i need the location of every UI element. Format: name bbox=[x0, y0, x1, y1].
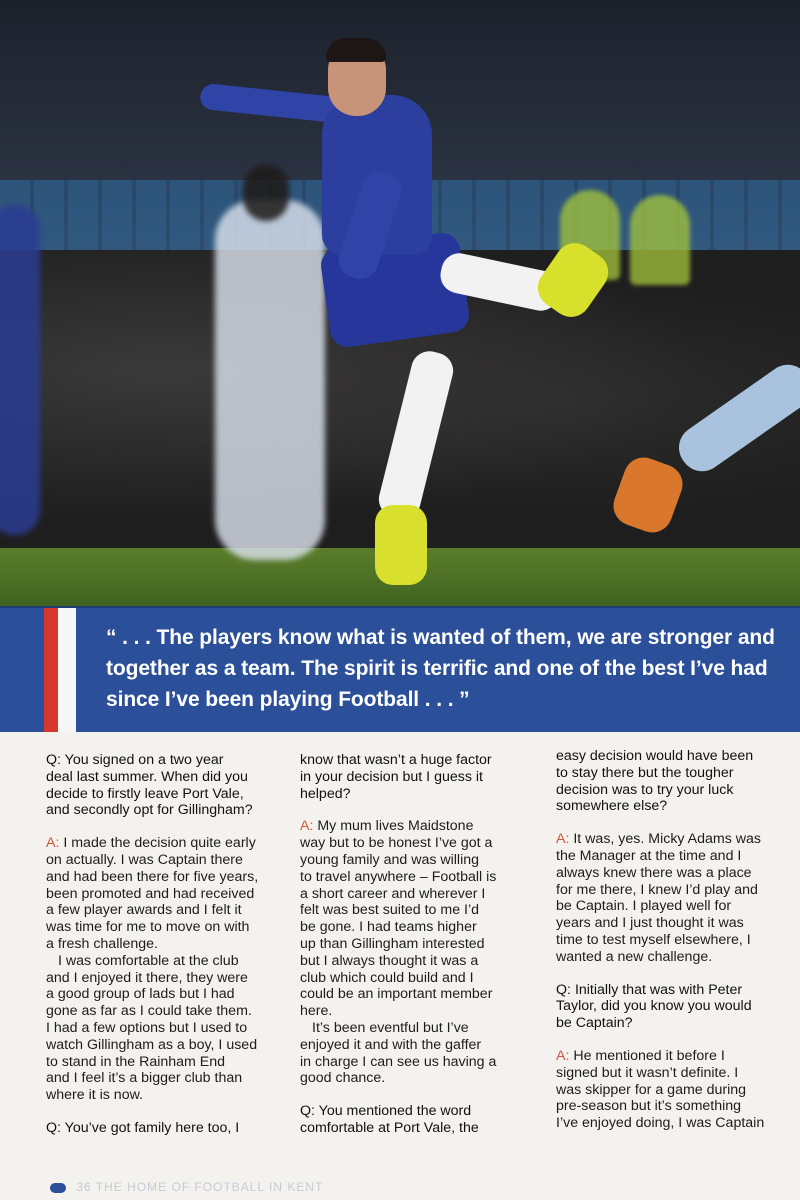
text-line: gone as far as I could take them. bbox=[46, 1003, 252, 1020]
question-label: Q: bbox=[300, 1103, 315, 1120]
banner-stripe-white bbox=[58, 608, 76, 732]
opponent-player-head bbox=[243, 165, 289, 221]
text-line: helped? bbox=[300, 785, 351, 802]
question-paragraph bbox=[300, 1103, 536, 1137]
text-line: It was, yes. Micky Adams was bbox=[573, 831, 761, 848]
text-line: up than Gillingham interested bbox=[300, 935, 485, 952]
question-label: Q: bbox=[46, 752, 61, 768]
pull-quote-line: since I’ve been playing Football . . . ” bbox=[106, 688, 470, 711]
text-line: I had a few options but I used to bbox=[46, 1019, 248, 1036]
text-line: Taylor, did you know you would bbox=[556, 998, 752, 1015]
question-paragraph bbox=[556, 748, 800, 815]
text-line: and I feel it’s a bigger club than bbox=[46, 1070, 243, 1087]
text-line: be gone. I had teams higher bbox=[300, 919, 477, 936]
text-line: to stand in the Rainham End bbox=[46, 1053, 226, 1070]
question-label: Q: bbox=[46, 1119, 61, 1136]
text-line: watch Gillingham as a boy, I used bbox=[46, 1036, 258, 1053]
answer-paragraph bbox=[556, 1048, 800, 1132]
text-line: was skipper for a game during bbox=[556, 1081, 747, 1098]
text-line: young family and was willing bbox=[300, 851, 480, 868]
player-left-edge bbox=[0, 205, 40, 535]
text-line: be Captain? bbox=[556, 1015, 633, 1032]
text-line: easy decision would have been bbox=[556, 748, 754, 764]
text-line: comfortable at Port Vale, the bbox=[300, 1119, 479, 1136]
text-line: and had been there for five years, bbox=[46, 868, 259, 885]
text-line: in your decision but I guess it bbox=[300, 768, 483, 785]
text-line: was time for me to move on with bbox=[46, 919, 250, 936]
answer-paragraph bbox=[300, 1020, 536, 1087]
question-paragraph bbox=[300, 752, 536, 802]
text-line: years and I just thought it was bbox=[556, 915, 744, 932]
text-line: signed but it wasn’t definite. I bbox=[556, 1064, 739, 1081]
text-line: He mentioned it before I bbox=[573, 1047, 725, 1064]
text-line: You’ve got family here too, I bbox=[64, 1119, 240, 1136]
opponent-player-background bbox=[215, 200, 325, 560]
text-line: You signed on a two year bbox=[64, 752, 224, 768]
pull-quote-line: together as a team. The spirit is terrific and one of the best I’ve had bbox=[106, 657, 768, 680]
text-line: and secondly opt for Gillingham? bbox=[46, 802, 253, 819]
text-line: My mum lives Maidstone bbox=[317, 818, 474, 835]
text-line: It’s been eventful but I’ve bbox=[312, 1019, 469, 1036]
text-line: be Captain. I played well for bbox=[556, 898, 732, 915]
article-column-2 bbox=[300, 752, 536, 1153]
text-line: where it is now. bbox=[46, 1087, 143, 1104]
page-footer bbox=[50, 1180, 323, 1196]
answer-paragraph bbox=[46, 953, 294, 1104]
answer-paragraph bbox=[556, 831, 800, 965]
text-line: club which could build and I bbox=[300, 969, 474, 986]
question-paragraph bbox=[46, 752, 294, 819]
banner-stripe-red bbox=[44, 608, 58, 732]
text-line: could be an important member bbox=[300, 986, 493, 1003]
answer-paragraph bbox=[300, 818, 536, 1020]
text-line: way but to be honest I’ve got a bbox=[300, 835, 493, 852]
quote-banner bbox=[0, 606, 800, 732]
text-line: pre-season but it’s something bbox=[556, 1098, 742, 1115]
player-hair bbox=[326, 38, 386, 62]
answer-paragraph bbox=[46, 835, 294, 953]
player-boot-standing bbox=[375, 505, 427, 585]
question-paragraph bbox=[46, 1120, 294, 1137]
article-column-3 bbox=[556, 748, 800, 1148]
text-line: decision was to try your luck bbox=[556, 781, 734, 798]
answer-label: A: bbox=[556, 831, 570, 848]
pull-quote-line: “ . . . The players know what is wanted of them, we are stronger and bbox=[106, 626, 775, 649]
club-logo-icon bbox=[50, 1183, 66, 1193]
text-line: in charge I can see us having a bbox=[300, 1053, 497, 1070]
text-line: a fresh challenge. bbox=[46, 935, 158, 952]
text-line: always knew there was a place bbox=[556, 864, 752, 881]
pull-quote bbox=[106, 622, 800, 715]
text-line: You mentioned the word bbox=[318, 1103, 472, 1120]
text-line: a short career and wherever I bbox=[300, 885, 486, 902]
text-line: for me there, I knew I’d play and bbox=[556, 881, 758, 898]
answer-label: A: bbox=[556, 1047, 570, 1064]
text-line: a few player awards and I felt it bbox=[46, 902, 242, 919]
text-line: I was comfortable at the club bbox=[58, 952, 239, 969]
text-line: know that wasn’t a huge factor bbox=[300, 752, 492, 768]
question-label: Q: bbox=[556, 981, 571, 998]
text-line: the Manager at the time and I bbox=[556, 847, 742, 864]
footer-text: 36 THE HOME OF FOOTBALL IN KENT bbox=[76, 1180, 324, 1194]
text-line: time to test myself elsewhere, I bbox=[556, 931, 751, 948]
text-line: somewhere else? bbox=[556, 798, 668, 815]
text-line: to stay there but the tougher bbox=[556, 764, 734, 781]
text-line: and I enjoyed it there, they were bbox=[46, 969, 248, 986]
text-line: felt was best suited to me I’d bbox=[300, 902, 480, 919]
text-line: to travel anywhere – Football is bbox=[300, 868, 497, 885]
text-line: wanted a new challenge. bbox=[556, 948, 713, 965]
text-line: been promoted and had received bbox=[46, 885, 255, 902]
text-line: here. bbox=[300, 1003, 333, 1020]
text-line: enjoyed it and with the gaffer bbox=[300, 1036, 482, 1053]
text-line: I made the decision quite early bbox=[63, 835, 256, 852]
player-arm bbox=[199, 83, 341, 123]
text-line: but I always thought it was a bbox=[300, 952, 479, 969]
steward-figure bbox=[630, 195, 690, 285]
text-line: I’ve enjoyed doing, I was Captain bbox=[556, 1115, 765, 1132]
text-line: good chance. bbox=[300, 1070, 386, 1087]
text-line: deal last summer. When did you bbox=[46, 768, 248, 785]
text-line: decide to firstly leave Port Vale, bbox=[46, 785, 244, 802]
answer-label: A: bbox=[46, 835, 60, 852]
article-body bbox=[46, 748, 800, 1172]
article-column-1 bbox=[46, 752, 294, 1153]
question-paragraph bbox=[556, 982, 800, 1032]
text-line: a good group of lads but I had bbox=[46, 986, 235, 1003]
text-line: Initially that was with Peter bbox=[574, 981, 743, 998]
text-line: on actually. I was Captain there bbox=[46, 851, 243, 868]
answer-label: A: bbox=[300, 818, 314, 835]
